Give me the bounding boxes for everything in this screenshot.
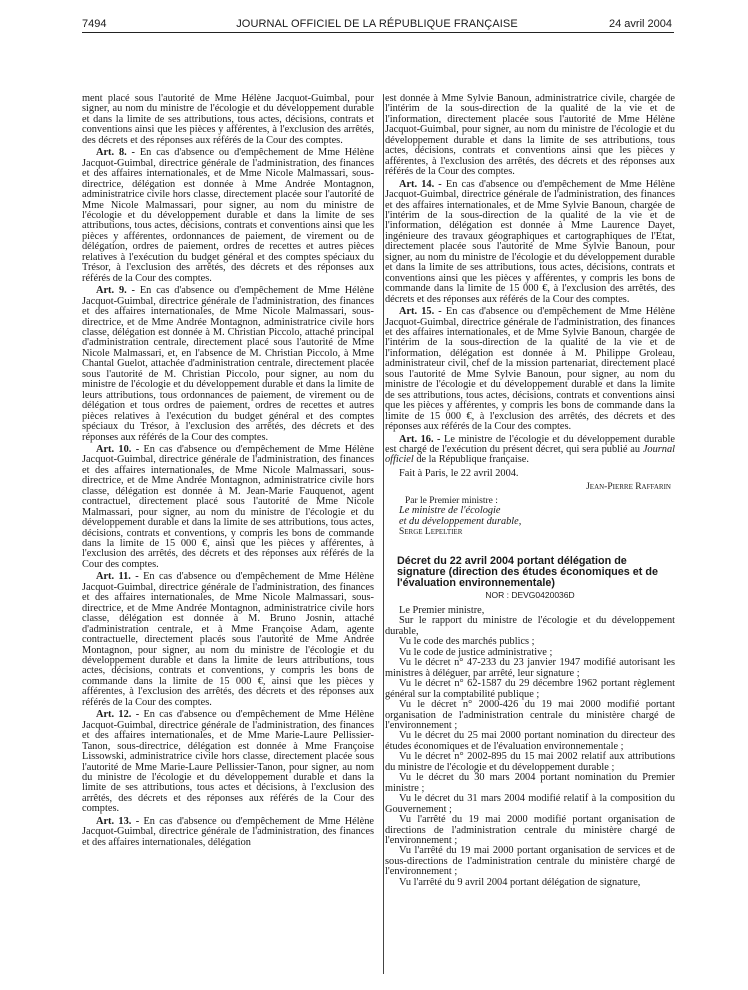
minister-title: Le ministre de l'écologie (399, 505, 501, 517)
left-column (82, 94, 374, 848)
journal-title: JOURNAL OFFICIEL DE LA RÉPUBLIQUE FRANÇAISE (236, 18, 518, 30)
minister-name: Serge Lepeltier (399, 527, 463, 538)
nor-reference: NOR : DEVG0420036D (485, 589, 575, 600)
article-label: Art. 14. - (399, 178, 442, 190)
issue-date: 24 avril 2004 (609, 18, 672, 30)
visa: Vu l'arrêté du 9 avril 2004 portant délégation de signature, (399, 876, 641, 888)
article-16 (385, 435, 675, 466)
visa: Vu le code de justice administrative ; (399, 646, 553, 658)
page-number: 7494 (82, 18, 107, 30)
article-label: Art. 13. - (96, 815, 140, 827)
article-text: En cas d'absence ou d'empêchement de Mme Hélène Jacquot-Guimbal, directrice générale de l'administration, des finances et des affaires internationales, de Mme Nicole Malmassari, sous-directrice, et de Mme Andrée Montagnon, administratrice civile hors classe, délégation est donnée à M. Bruno Josnin, attaché d'administration centrale, et à Mme Françoise Adam, agente contractuelle, directement placés sous l'autorité de Mme Andrée Montagnon, pour signer, au nom du ministre de l'écologie et du développement durable et dans la limite de leurs attributions, tous actes, décisions, contrats et conventions, y compris les bons de commande dans la limite de 15 000 €, ainsi que les pièces y afférentes, à l'exclusion des arrêtés, des décrets et des réponses aux référés de la Cour des comptes. (82, 571, 374, 708)
article-label: Art. 15. - (399, 306, 442, 318)
article-label: Art. 8. - (96, 147, 135, 159)
visa: Vu le décret du 25 mai 2000 portant nomination du directeur des études économiques et de l'évaluation environnementale ; (385, 730, 675, 752)
visa: Vu le décret n° 2000-426 du 19 mai 2000 modifié portant organisation de l'administration centrale du ministère chargé de l'environnement ; (385, 699, 675, 732)
article-label: Art. 10. - (96, 443, 140, 455)
article-text: En cas d'absence ou d'empêchement de Mme Hélène Jacquot-Guimbal, directrice générale de l'administration, des finances et des affaires internationales, et de Mme Sylvie Banoun, chargée de l'intérim de la sous-direction de la qualité de la vie et de l'information, délégation est donnée à M. Philippe Groleau, administrateur civil, chef de la mission partenariat, directement placé sous l'autorité de Mme Sylvie Banoun, pour signer, au nom du ministre de l'écologie et du développement durable et dans la limite de ses attributions, tous actes, décisions, contrats et conventions ainsi que les pièces y afférentes, y compris les bons de commande dans la limite de 15 000 €, à l'exclusion des arrêtés, des décrets et des réponses aux référés de la Cour des comptes. (385, 306, 675, 433)
visa: Vu le décret n° 2002-895 du 15 mai 2002 relatif aux attributions du ministre de l'écologie et du développement durable ; (385, 751, 675, 773)
article-8 (82, 148, 374, 284)
article-15 (385, 307, 675, 432)
header-rule (82, 32, 674, 33)
visa: Sur le rapport du ministre de l'écologie et du développement durable, (385, 615, 675, 637)
article-10 (82, 445, 374, 570)
journal-reference: Journal officiel (385, 443, 675, 466)
signatory: Jean-Pierre Raffarin (586, 482, 671, 493)
article-text: En cas d'absence ou d'empêchement de Mme Hélène Jacquot-Guimbal, directrice générale de l'administration, des finances et des affaires internationales, et de Mme Sylvie Banoun, chargée de l'intérim de la sous-direction de la qualité de la vie et de l'information, délégation est donnée à Mme Laurence Dayet, ingénieure des travaux géographiques et cartographiques de l'Etat, directement placée sous l'autorité de Mme Sylvie Banoun, pour signer, au nom du ministre de l'écologie et du développement durable et dans la limite de ses attributions, tous actes, décisions, contrats et conventions ainsi que les pièces y afférentes, y compris les bons de commande dans la limite de 15 000 €, à l'exclusion des arrêtés, des décrets et des réponses aux référés de la Cour des comptes. (385, 178, 675, 305)
decree-title: Décret du 22 avril 2004 portant délégation de signature (direction des études économiques et de l'évaluation environnementale) (397, 554, 658, 589)
article-text: En cas d'absence ou d'empêchement de Mme Hélène Jacquot-Guimbal, directrice générale de l'administration, des finances et des affaires internationales, et de Mme Marie-Laure Pellissier-Tanon, sous-directrice, délégation est donnée à Mme Françoise Lissowski, administratrice civile hors classe, directement placée sous l'autorité de Mme Marie-Laure Pellissier-Tanon, pour signer, au nom du ministre de l'écologie et du développement durable et dans la limite de ses attributions, tous actes et décisions, à l'exclusion des arrêtés, des décrets et des réponses aux référés de la Cour des comptes. (82, 709, 374, 815)
column-divider (383, 94, 384, 974)
visa: Vu le décret n° 47-233 du 23 janvier 1947 modifié autorisant les ministres à déléguer, par arrêté, leur signature ; (385, 657, 675, 679)
article-label: Art. 12. - (96, 709, 140, 721)
article-text: Le ministre de l'écologie et du développement durable est chargé de l'exécution du présent décret, qui sera publié au (385, 433, 675, 455)
pm-by: Par le Premier ministre : (405, 495, 498, 506)
article-13 (82, 817, 374, 848)
visa: Vu le code des marchés publics ; (399, 636, 535, 648)
minister-title: et du développement durable, (399, 515, 522, 527)
article-11 (82, 572, 374, 708)
visa: Vu le décret n° 62-1587 du 29 décembre 1962 portant règlement général sur la comptabilité publique ; (385, 678, 675, 700)
visa: Vu l'arrêté du 19 mai 2000 portant organisation de services et de sous-directions de l'administration centrale du ministère chargé de l'environnement ; (385, 845, 675, 878)
article-9 (82, 286, 374, 443)
article-text: En cas d'absence ou d'empêchement de Mme Hélène Jacquot-Guimbal, directrice générale de l'administration, des finances et des affaires internationales, délégation (82, 815, 374, 848)
paragraph: ment placé sous l'autorité de Mme Hélène Jacquot-Guimbal, pour signer, au nom du ministre de l'écologie et du développement durable et dans la limite de ses attributions, tous actes, décisions, contrats et conventions ainsi que les pièces y afférentes, à l'exclusion des arrêtés, des décrets et des réponses aux référés de la Cour des comptes. (82, 93, 374, 146)
visa: Le Premier ministre, (399, 605, 485, 617)
article-text: En cas d'absence ou d'empêchement de Mme Hélène Jacquot-Guimbal, directrice générale de l'administration, des finances et des affaires internationales, de Mme Nicole Malmassari, sous-directrice, et de Mme Andrée Montagnon, administratrice civile hors classe, délégation est donnée à M. Jean-Marie Fauquenot, agent contractuel, directement placé sous l'autorité de Mme Nicole Malmassari, pour signer, au nom du ministre de l'écologie et du développement durable et dans la limite de ses attributions, tous actes, décisions, contrats et conventions, y compris les bons de commande dans la limite de 15 000 €, ainsi que les pièces y afférentes, à l'exclusion des arrêtés, des décrets et des réponses aux référés de la Cour des comptes. (82, 443, 374, 570)
done-line: Fait à Paris, le 22 avril 2004. (399, 467, 519, 479)
article-text: En cas d'absence ou d'empêchement de Mme Hélène Jacquot-Guimbal, directrice générale de l'administration, des finances et des affaires internationales, et de Mme Nicole Malmassari, sous-directrice, délégation est donnée à Mme Andrée Montagnon, administratrice civile hors classe, directement placée sour l'autorité de Mme Nicole Malmassari, pour signer, au nom du ministre de l'écologie et du développement durable et dans la limite de ses attributions, tous actes, décisions, contrats et conventions ainsi que les pièces y afférentes, ordonnances de paiement, de virement ou de délégation, ordres de paiement, ordres de recettes et autres pièces relatives à l'exécution du budget général et des comptes spéciaux du Trésor, à l'exclusion des arrêtés, des décrets et des réponses aux référés de la Cour des comptes. (82, 147, 374, 284)
paragraph: est donnée à Mme Sylvie Banoun, administratrice civile, chargée de l'intérim de la sous-direction de la qualité de la vie et de l'information, directement placée sous l'autorité de Mme Hélène Jacquot-Guimbal, pour signer, au nom du ministre de l'écologie et du développement durable et dans la limite de ses attributions, tous actes, décisions, contrats et conventions ainsi que les pièces y afférentes, à l'exclusion des arrêtés, des décrets et des réponses aux référés de la Cour des comptes. (385, 93, 675, 178)
article-text: En cas d'absence ou d'empêchement de Mme Hélène Jacquot-Guimbal, directrice générale de l'administration, des finances et des affaires internationales, de Mme Nicole Malmassari, sous-directrice, et de Mme Andrée Montagnon, administratrice civile hors classe, délégation est donnée à M. Christian Piccolo, attaché principal d'administration centrale, directement placé sous l'autorité de Mme Nicole Malmassari, et, en l'absence de M. Christian Piccolo, à Mme Chantal Guelot, attachée d'administration centrale, directement placée sous l'autorité de M. Christian Piccolo, pour signer, au nom du ministre de l'écologie et du développement durable et dans la limite de leurs attributions, tous ordonnances de paiement, de virement ou de délégation et tous ordres de paiement, ordres de recettes et autres pièces relatives à l'exécution du budget général et des comptes spéciaux du Trésor, à l'exclusion des arrêtés, des décrets et des réponses aux référés de la Cour des comptes. (82, 285, 374, 443)
visa: Vu le décret du 31 mars 2004 modifié relatif à la composition du Gouvernement ; (385, 793, 675, 815)
article-label: Art. 11. - (96, 571, 139, 583)
article-14 (385, 180, 675, 305)
article-label: Art. 16. - (399, 433, 441, 445)
article-label: Art. 9. - (96, 285, 135, 297)
visa: Vu l'arrêté du 19 mai 2000 modifié portant organisation de directions de l'administration centrale du ministère chargé de l'environnement ; (385, 814, 675, 846)
article-text: de la République française. (413, 454, 529, 466)
right-column (385, 94, 675, 888)
article-12 (82, 710, 374, 815)
visa: Vu le décret du 30 mars 2004 portant nomination du Premier ministre ; (385, 772, 675, 794)
